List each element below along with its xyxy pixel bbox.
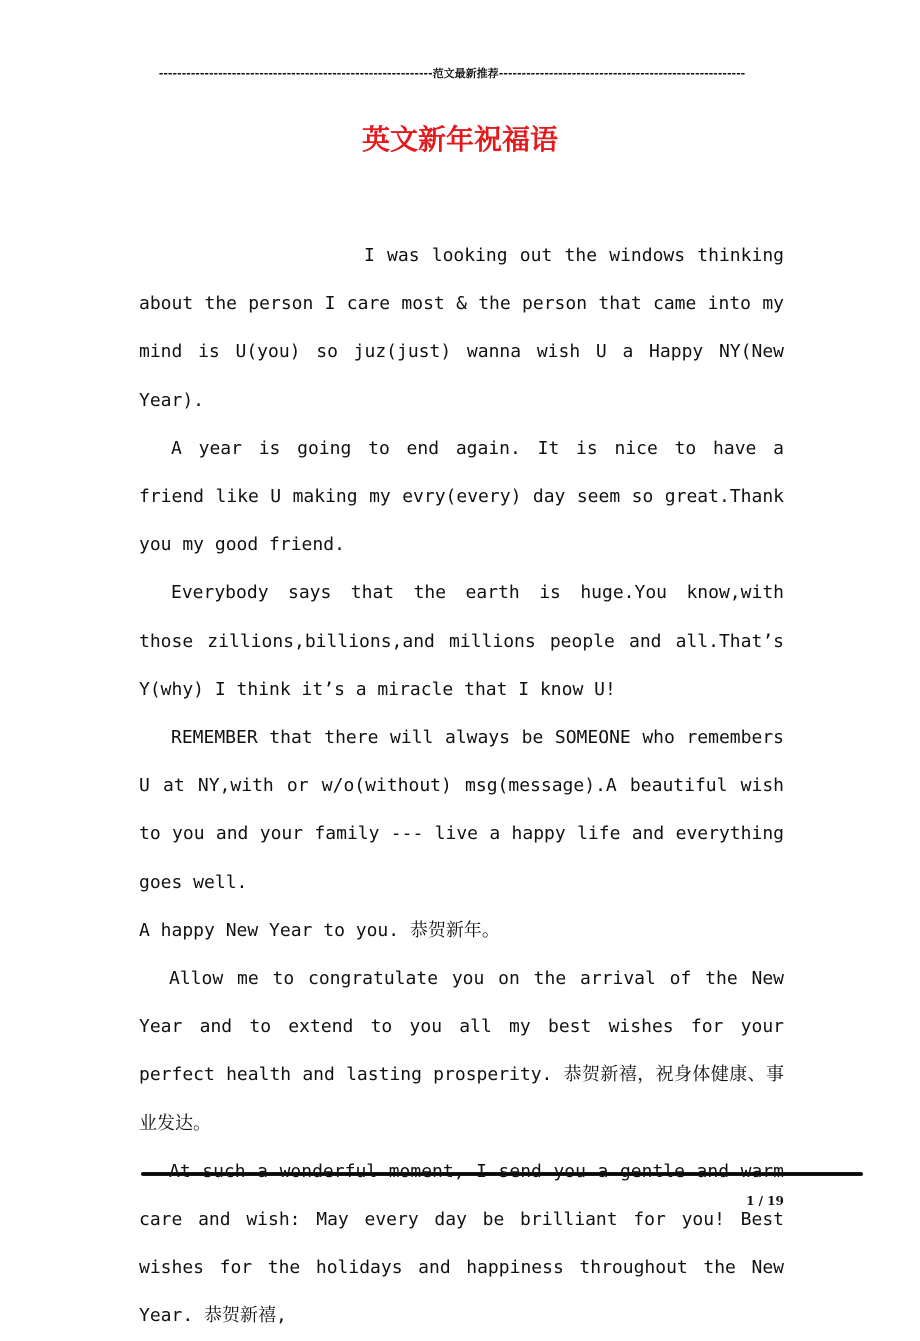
page-header [138,66,766,82]
paragraph-2: A year is going to end again. It is nice to have a friend like U making my evry(every) day seem so great.Thank you my good friend. [139,437,784,556]
paragraph-1: I was looking out the windows thinking about the person I care most & the person that came into my mind is U(you) so juz(just) wanna wish U a Happy NY(New Year). [139,245,784,411]
header-label: 范文最新推荐 [432,67,499,80]
footer-divider [141,1172,863,1176]
paragraph-3: Everybody says that the earth is huge.You know,with those zillions,billions,and millions people and all.That’s Y(why) I think it’s a miracle that I know U! [139,582,784,700]
header-left-dashes: ------------------------------------------------------------ [158,67,433,80]
paragraph-4: REMEMBER that there will always be SOMEONE who remembers U at NY,with or w/o(without) msg(message).A beautiful wish to you and your family --- live a happy life and everything goes well. [139,727,784,893]
document-title: 英文新年祝福语 [361,123,558,156]
paragraph-7: care and wish: May every day be brilliant for you! Best wishes for the holidays and happiness throughout the New Year. 恭贺新禧, [139,1209,784,1327]
paragraph-6: Allow me to congratulate you on the arrival of the New Year and to extend to you all my best wishes for your perfect health and lasting prosperity. 恭贺新禧，祝身体健康、事业发达。 [139,968,784,1134]
paragraph-5: A happy New Year to you. 恭贺新年。 [139,919,500,941]
header-right-dashes: ------------------------------------------------------ [498,67,746,80]
page-number: 1 / 19 [746,1194,784,1208]
